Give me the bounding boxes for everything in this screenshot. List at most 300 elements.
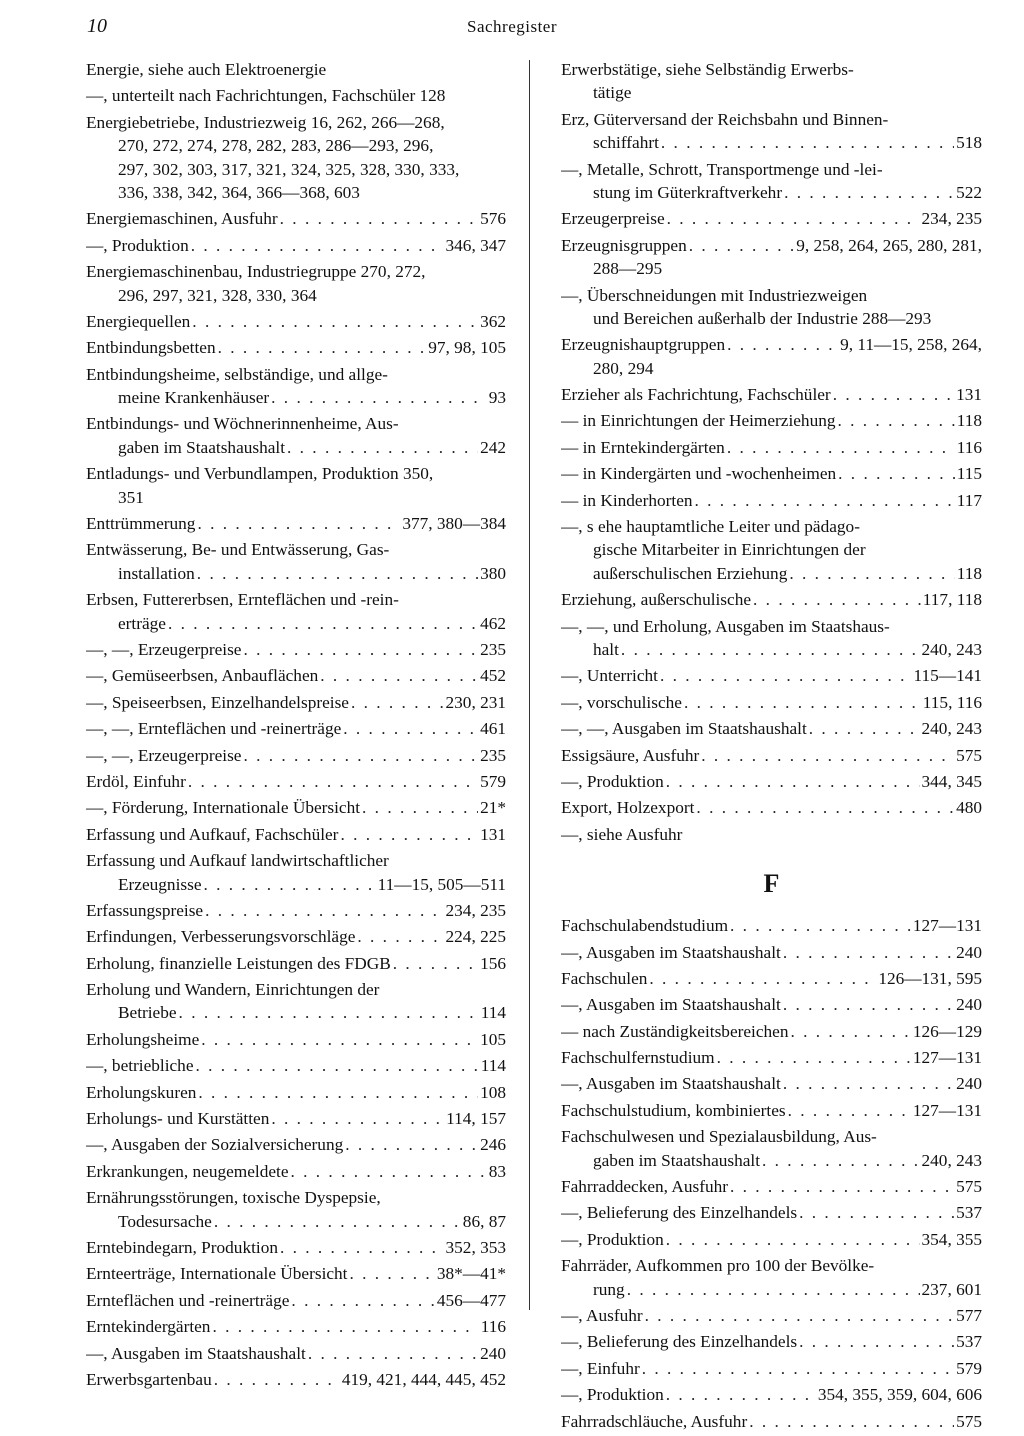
leader-dots (751, 588, 921, 611)
entry-text: —, —, Erzeugerpreise (86, 639, 242, 659)
page-reference: 127—131 (912, 1048, 982, 1068)
index-entry (561, 615, 982, 662)
leader-dots (269, 1107, 444, 1130)
entry-line (561, 1278, 982, 1301)
entry-line (86, 770, 506, 793)
leader-dots (212, 1368, 340, 1391)
entry-text: Essigsäure, Ausfuhr (561, 745, 700, 765)
index-entry (561, 333, 982, 380)
entry-text: —, siehe Ausfuhr (561, 824, 683, 844)
index-entry (561, 462, 982, 485)
leader-dots (195, 512, 400, 535)
entry-text: gaben im Staatshaushalt (118, 437, 286, 457)
entry-line (86, 796, 506, 819)
index-entry (86, 849, 506, 896)
index-entry (561, 1099, 982, 1122)
leader-dots (195, 562, 478, 585)
entry-line (561, 1175, 982, 1198)
index-entry (561, 1046, 982, 1069)
index-entry (86, 952, 506, 975)
entry-line (561, 770, 982, 793)
leader-dots (640, 1357, 954, 1380)
leader-dots (210, 1315, 478, 1338)
leader-dots (355, 925, 443, 948)
entry-text: 297, 302, 303, 317, 321, 324, 325, 328, 330, 333, (118, 159, 460, 179)
entry-text: Fahrradschläuche, Ausfuhr (561, 1411, 748, 1431)
entry-text: Fachschulen (561, 968, 648, 988)
entry-line (86, 1028, 506, 1051)
entry-line (561, 131, 982, 154)
leader-dots (725, 436, 955, 459)
entry-text: —, Ausgaben im Staatshaushalt (561, 995, 781, 1015)
page-reference: 537 (956, 1203, 982, 1223)
leader-dots (699, 744, 954, 767)
index-entry (86, 1342, 506, 1365)
entry-text: —, vorschulische (561, 692, 682, 712)
page-reference: 116 (956, 437, 982, 457)
entry-line (561, 108, 982, 131)
entry-line (561, 1330, 982, 1353)
entry-text: Energiemaschinen, Ausfuhr (86, 209, 278, 229)
leader-dots (196, 1081, 478, 1104)
index-entry (86, 538, 506, 585)
entry-text: Erfindungen, Verbesserungsvorschläge (86, 927, 356, 947)
entry-text: Erzeugnisgruppen (561, 235, 687, 255)
index-entry (561, 691, 982, 714)
entry-text: Todesursache (118, 1211, 212, 1231)
leader-dots (202, 873, 376, 896)
entry-text: Erfassung und Aufkauf, Fachschüler (86, 824, 339, 844)
index-entry (86, 462, 506, 509)
leader-dots (836, 409, 955, 432)
entry-line (86, 58, 506, 81)
entry-line (86, 978, 506, 1001)
entry-text: Erholungskuren (86, 1082, 197, 1102)
entry-text: —, Metalle, Schrott, Transportmenge und -lei- (561, 159, 883, 179)
leader-dots (199, 1028, 478, 1051)
entry-text: Entbindungsbetten (86, 338, 216, 358)
index-entry (561, 796, 982, 819)
entry-line (561, 1357, 982, 1380)
index-entry (86, 58, 506, 81)
entry-line (561, 1201, 982, 1224)
entry-line (86, 1289, 506, 1312)
entry-line (561, 383, 982, 406)
entry-line (561, 158, 982, 181)
entry-line (561, 717, 982, 740)
index-entry (561, 1175, 982, 1198)
leader-dots (693, 489, 955, 512)
entry-text: Fachschulfernstudium (561, 1048, 715, 1068)
page-reference: 234, 235 (445, 900, 506, 920)
entry-text: gische Mitarbeiter in Einrichtungen der (593, 540, 866, 560)
leader-dots (318, 664, 478, 687)
entry-text: —, Belieferung des Einzelhandels (561, 1203, 798, 1223)
leader-dots (269, 386, 487, 409)
leader-dots (797, 1201, 954, 1224)
index-entry (561, 436, 982, 459)
page-reference: 235 (480, 745, 506, 765)
entry-line (561, 58, 982, 81)
entry-text: Erziehung, außerschulische (561, 590, 752, 610)
page-reference: 114 (480, 1056, 506, 1076)
leader-dots (781, 993, 954, 1016)
right-column-entries-f (561, 914, 982, 1433)
page-reference: 579 (956, 1358, 982, 1378)
index-entry (561, 717, 982, 740)
entry-text: —, Ausfuhr (561, 1305, 643, 1325)
entry-line (561, 489, 982, 512)
leader-dots (619, 638, 920, 661)
page-reference: 126—129 (912, 1021, 982, 1041)
page-reference: 131 (956, 385, 982, 405)
leader-dots (306, 1342, 478, 1365)
entry-line (561, 1149, 982, 1172)
entry-line (86, 412, 506, 435)
page-reference: 234, 235 (921, 209, 982, 229)
entry-line (561, 1410, 982, 1433)
entry-line (561, 234, 982, 257)
entry-line (86, 134, 506, 157)
entry-text: erträge (118, 613, 166, 633)
running-head: Sachregister (466, 17, 558, 36)
page-reference: 118 (956, 411, 982, 431)
index-entry (561, 108, 982, 155)
leader-dots (725, 333, 838, 356)
entry-text: installation (118, 563, 195, 583)
leader-dots (786, 1099, 911, 1122)
entry-line (86, 588, 506, 611)
index-entry (561, 967, 982, 990)
entry-text: —, Überschneidungen mit Industriezweigen (561, 285, 868, 305)
index-entry (86, 691, 506, 714)
page-reference: 115 (956, 464, 982, 484)
leader-dots (241, 744, 478, 767)
entry-text: außerschulischen Erziehung (593, 563, 788, 583)
entry-line (86, 538, 506, 561)
leader-dots (664, 1383, 816, 1406)
page-number: 10 (87, 15, 107, 37)
page-reference: 579 (480, 771, 506, 791)
index-entry (86, 1186, 506, 1233)
index-entry (86, 823, 506, 846)
index-entry (86, 588, 506, 635)
entry-line (561, 967, 982, 990)
entry-line (86, 1186, 506, 1209)
entry-line (86, 952, 506, 975)
entry-text: —, Ausgaben der Sozialversicherung (86, 1135, 344, 1155)
leader-dots (216, 336, 427, 359)
index-entry (561, 588, 982, 611)
index-entry (86, 234, 506, 257)
entry-line (86, 691, 506, 714)
entry-line (561, 181, 982, 204)
entry-line (561, 81, 982, 104)
leader-dots (659, 131, 954, 154)
entry-text: Erdöl, Einfuhr (86, 771, 186, 791)
entry-text: Erzeugerpreise (561, 209, 665, 229)
entry-text: Ernährungsstörungen, toxische Dyspepsie, (86, 1188, 381, 1208)
leader-dots (694, 796, 954, 819)
page-reference: 240, 243 (921, 1150, 982, 1170)
page-reference: 377, 380—384 (402, 514, 506, 534)
index-entry (86, 1289, 506, 1312)
page-header (0, 0, 1024, 50)
page-reference: 480 (956, 798, 982, 818)
index-entry (86, 1028, 506, 1051)
index-entry (561, 1410, 982, 1433)
index-entry (86, 925, 506, 948)
entry-line (86, 1210, 506, 1233)
leader-dots (728, 914, 911, 937)
page-reference: 242 (480, 437, 506, 457)
entry-line (561, 357, 982, 380)
entry-line (86, 310, 506, 333)
leader-dots (658, 664, 912, 687)
entry-line (561, 1020, 982, 1043)
entry-line (86, 638, 506, 661)
page-reference: 240 (956, 942, 982, 962)
entry-text: —, Speiseerbsen, Einzelhandelspreise (86, 692, 349, 712)
page-reference: 354, 355, 359, 604, 606 (817, 1385, 982, 1405)
index-entry (86, 111, 506, 205)
entry-text: —, Ausgaben im Staatshaushalt (561, 1074, 781, 1094)
page-reference: 86, 87 (462, 1211, 506, 1231)
index-entry (561, 1383, 982, 1406)
entry-line (561, 409, 982, 432)
index-entry (86, 744, 506, 767)
page-reference: 115, 116 (922, 692, 982, 712)
entry-line (86, 664, 506, 687)
page-reference: 108 (480, 1082, 506, 1102)
leader-dots (664, 770, 920, 793)
entry-text: Erwerbstätige, siehe Selbständig Erwerbs- (561, 60, 854, 79)
index-entry (561, 489, 982, 512)
index-entry (561, 914, 982, 937)
entry-text: Ernteflächen und -reinerträge (86, 1290, 290, 1310)
entry-line (561, 257, 982, 280)
index-entry (86, 1054, 506, 1077)
index-entry (86, 717, 506, 740)
leader-dots (338, 823, 478, 846)
leader-dots (289, 1289, 434, 1312)
leader-dots (166, 612, 478, 635)
leader-dots (687, 234, 794, 257)
entry-line (561, 914, 982, 937)
leader-dots (715, 1046, 911, 1069)
page-reference: 576 (480, 209, 506, 229)
entry-text: Erholung, finanzielle Leistungen des FDGB (86, 953, 391, 973)
page-reference: 240, 243 (921, 639, 982, 659)
leader-dots (665, 207, 920, 230)
leader-dots (807, 717, 920, 740)
page-reference: 156 (480, 953, 506, 973)
entry-line (86, 1342, 506, 1365)
entry-line (86, 899, 506, 922)
entry-line (86, 512, 506, 535)
entry-text: —, Unterricht (561, 666, 658, 686)
entry-line (86, 111, 506, 134)
entry-line (86, 234, 506, 257)
entry-text: Energiebetriebe, Industriezweig 16, 262, 266—268, (86, 112, 445, 132)
entry-text: —, Gemüseerbsen, Anbauflächen (86, 666, 319, 686)
leader-dots (664, 1228, 920, 1251)
entry-text: Erntekindergärten (86, 1317, 211, 1337)
entry-text: — in Erntekindergärten (561, 437, 725, 457)
entry-text: Erfassung und Aufkauf landwirtschaftlicher (86, 851, 389, 871)
entry-line (86, 1054, 506, 1077)
index-entry (86, 638, 506, 661)
leader-dots (278, 207, 478, 230)
entry-text: Export, Holzexport (561, 798, 695, 818)
entry-line (86, 181, 506, 204)
page-reference: 575 (956, 1177, 982, 1197)
page-reference: 9, 258, 264, 265, 280, 281, (796, 235, 982, 255)
page-reference: 240 (956, 995, 982, 1015)
page-reference: 246 (480, 1135, 506, 1155)
entry-line (86, 744, 506, 767)
entry-text: —, unterteilt nach Fachrichtungen, Fachschüler 128 (86, 86, 446, 106)
entry-line (561, 1125, 982, 1148)
entry-line (561, 1254, 982, 1277)
page-reference: 456—477 (436, 1290, 506, 1310)
entry-line (561, 664, 982, 687)
entry-text: Fachschulstudium, kombiniertes (561, 1100, 786, 1120)
entry-text: gaben im Staatshaushalt (593, 1150, 761, 1170)
entry-line (86, 486, 506, 509)
entry-text: 336, 338, 342, 364, 366—368, 603 (118, 182, 360, 202)
entry-text: —, s ehe hauptamtliche Leiter und pädago- (561, 517, 860, 537)
entry-text: schiffahrt (593, 133, 659, 153)
leader-dots (186, 770, 478, 793)
entry-text: Fahrräder, Aufkommen pro 100 der Bevölke- (561, 1256, 875, 1276)
page-reference: 131 (480, 824, 506, 844)
entry-text: — in Einrichtungen der Heimerziehung (561, 411, 836, 431)
entry-text: Erbsen, Futtererbsen, Ernteflächen und -rein- (86, 590, 399, 610)
page-reference: 83 (488, 1161, 506, 1181)
entry-text: —, betriebliche (86, 1056, 194, 1076)
page-reference: 240, 243 (921, 719, 982, 739)
page-reference: 117, 118 (922, 590, 982, 610)
entry-line (86, 873, 506, 896)
index-entry (561, 744, 982, 767)
entry-text: 351 (118, 487, 144, 507)
index-entry (86, 336, 506, 359)
entry-text: Erwerbsgartenbau (86, 1369, 212, 1389)
index-entry (86, 363, 506, 410)
entry-text: —, Belieferung des Einzelhandels (561, 1332, 798, 1352)
page-reference: 237, 601 (921, 1279, 982, 1299)
leader-dots (177, 1001, 479, 1024)
page-reference: 352, 353 (445, 1237, 506, 1257)
entry-line (561, 691, 982, 714)
page-reference: 21* (480, 798, 506, 818)
index-entry (86, 84, 506, 107)
leader-dots (241, 638, 478, 661)
index-entry (561, 207, 982, 230)
entry-text: meine Krankenhäuser (118, 388, 270, 408)
entry-line (561, 1383, 982, 1406)
entry-line (561, 1304, 982, 1327)
entry-text: Enttrümmerung (86, 514, 196, 534)
right-column (561, 58, 982, 1436)
entry-text: Energiequellen (86, 311, 191, 331)
entry-line (86, 158, 506, 181)
entry-text: —, Einfuhr (561, 1358, 640, 1378)
page-reference: 118 (956, 563, 982, 583)
entry-line (86, 436, 506, 459)
leader-dots (349, 691, 444, 714)
page-reference: 575 (956, 1411, 982, 1431)
index-entry (561, 1201, 982, 1224)
entry-line (86, 823, 506, 846)
entry-text: 296, 297, 321, 328, 330, 364 (118, 285, 317, 305)
entry-line (86, 1262, 506, 1285)
entry-line (86, 260, 506, 283)
entry-line (561, 823, 982, 846)
entry-text: —, Produktion (561, 1385, 664, 1405)
entry-text: rung (593, 1279, 625, 1299)
entry-line (86, 363, 506, 386)
index-entry (561, 770, 982, 793)
page-reference: 380 (480, 563, 506, 583)
entry-line (86, 1107, 506, 1130)
page-reference: 461 (480, 719, 506, 739)
entry-line (561, 1228, 982, 1251)
entry-line (86, 386, 506, 409)
entry-line (561, 538, 982, 561)
entry-line (86, 462, 506, 485)
index-entry (86, 512, 506, 535)
leader-dots (682, 691, 921, 714)
entry-line (561, 1072, 982, 1095)
index-entry (561, 1125, 982, 1172)
index-entry (86, 1107, 506, 1130)
index-entry (561, 284, 982, 331)
index-entry (86, 260, 506, 307)
entry-line (561, 796, 982, 819)
entry-text: —, —, Ernteflächen und -reinerträge (86, 719, 342, 739)
page-reference: 419, 421, 444, 445, 452 (341, 1369, 506, 1389)
index-entry (561, 158, 982, 205)
leader-dots (278, 1236, 444, 1259)
leader-dots (760, 1149, 920, 1172)
entry-text: — in Kindergärten und -wochenheimen (561, 464, 837, 484)
leader-dots (781, 941, 954, 964)
leader-dots (788, 1020, 910, 1043)
page-reference: 344, 345 (921, 771, 982, 791)
entry-line (561, 638, 982, 661)
entry-line (86, 925, 506, 948)
index-entry (86, 899, 506, 922)
entry-line (561, 515, 982, 538)
entry-text: Ernteerträge, Internationale Übersicht (86, 1264, 348, 1284)
page-reference: 346, 347 (445, 235, 506, 255)
index-entry (561, 823, 982, 846)
leader-dots (625, 1278, 920, 1301)
section-letter: F (763, 869, 780, 899)
entry-text: Fahrraddecken, Ausfuhr (561, 1177, 728, 1197)
left-column (86, 58, 506, 1394)
entry-line (561, 615, 982, 638)
entry-line (86, 1081, 506, 1104)
page-reference: 462 (480, 613, 506, 633)
leader-dots (797, 1330, 954, 1353)
page-reference: 93 (488, 388, 506, 408)
entry-text: Erzeugnisse (118, 874, 202, 894)
entry-text: —, Ausgaben im Staatshaushalt (561, 942, 781, 962)
page-reference: 240 (956, 1074, 982, 1094)
